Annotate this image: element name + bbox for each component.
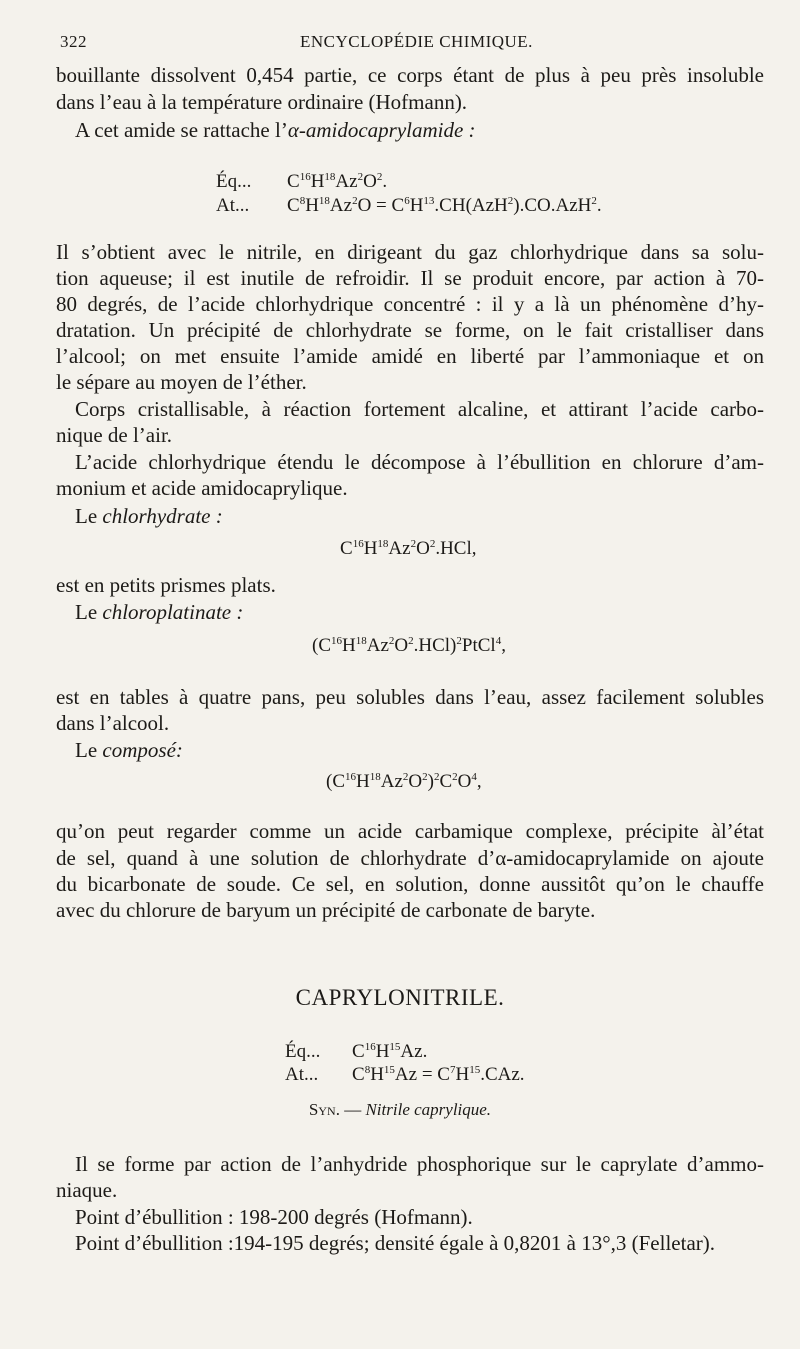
formula-eq-label: Éq... <box>216 171 252 192</box>
page-number: 322 <box>60 32 87 51</box>
chlorhydrate-formula: $C^{16}H^{18}Az^2O^2.HCl$, <box>340 538 477 559</box>
intro-line <box>75 117 476 144</box>
formula-at-label: At... <box>216 195 250 216</box>
text-line: dans l’alcool. <box>56 711 170 735</box>
intro-text: A cet amide se rattache l’ <box>75 118 288 142</box>
text-line: bouillante dissolvent 0,454 partie, ce corps étant de plus à peu près insoluble <box>56 63 764 87</box>
section-eq-label: Éq... <box>285 1041 321 1062</box>
text-line: est en tables à quatre pans, peu solubles dans l’eau, assez facilement solubles <box>56 685 764 709</box>
text-line: niaque. <box>56 1178 118 1202</box>
section-at: $C^8H^{15}Az = C^7H^{15}.CAz$. <box>352 1064 525 1085</box>
synonym-value: Nitrile caprylique. <box>365 1100 492 1119</box>
synonym-line <box>0 1100 800 1120</box>
section-title: CAPRYLONITRILE. <box>295 985 505 1010</box>
text-line: est en petits prismes plats. <box>56 573 276 597</box>
chloroplatinate-formula: $(C^{16}H^{18}Az^2O^2.HCl)^2PtCl^4$, <box>312 635 506 656</box>
chlorhydrate-heading <box>75 503 223 530</box>
text-line: 80 degrés, de l’acide chlorhydrique concentré : il y a là un phénomène d’hy- <box>56 292 764 316</box>
text-line: Point d’ébullition :194-195 degrés; densité égale à 0,8201 à 13°,3 (Felletar). <box>75 1231 715 1255</box>
text-line: qu’on peut regarder comme un acide carbamique complexe, précipite àl’état <box>56 819 764 843</box>
text-line: Corps cristallisable, à réaction fortement alcaline, et attirant l’acide carbo- <box>75 397 764 421</box>
section-at-label: At... <box>285 1064 319 1085</box>
text-line: dratation. Un précipité de chlorhydrate se forme, on le fait cristalliser dans <box>56 318 764 342</box>
synonym-dash: — <box>339 1100 366 1119</box>
text-line: l’alcool; on met ensuite l’amide amidé en liberté par l’ammoniaque et on <box>56 344 764 368</box>
text-line: Point d’ébullition : 198-200 degrés (Hofmann). <box>75 1205 473 1229</box>
heading-label: composé: <box>102 738 183 762</box>
text-line: Il se forme par action de l’anhydride phosphorique sur le caprylate d’ammo- <box>75 1152 764 1176</box>
formula-eq: $C^{16}H^{18}Az^2O^2$. <box>287 171 388 192</box>
compose-heading <box>75 737 183 764</box>
heading-article: Le <box>75 600 103 624</box>
text-line: nique de l’air. <box>56 423 173 447</box>
formula-at: $C^8H^{18}Az^2O = C^6H^{13}.CH(AzH^2).CO.AzH^2$. <box>287 195 602 216</box>
text-line: Il s’obtient avec le nitrile, en dirigeant du gaz chlorhydrique dans sa solu- <box>56 240 764 264</box>
text-line: monium et acide amidocaprylique. <box>56 476 348 500</box>
running-title: ENCYCLOPÉDIE CHIMIQUE. <box>300 32 533 51</box>
text-line: L’acide chlorhydrique étendu le décompose à l’ébullition en chlorure d’am- <box>75 450 764 474</box>
text-line: le sépare au moyen de l’éther. <box>56 370 307 394</box>
heading-article: Le <box>75 738 103 762</box>
heading-label: chlorhydrate : <box>102 504 223 528</box>
text-line: de sel, quand à une solution de chlorhydrate d’α-amidocaprylamide on ajoute <box>56 846 764 870</box>
heading-label: chloroplatinate : <box>102 600 244 624</box>
text-line: tion aqueuse; il est inutile de refroidir. Il se produit encore, par action à 70- <box>56 266 764 290</box>
synonym-label: Syn. <box>308 1100 340 1119</box>
section-eq: $C^{16}H^{15}Az$. <box>352 1041 428 1062</box>
compound-name: α-amidocaprylamide : <box>287 118 476 142</box>
text-line: du bicarbonate de soude. Ce sel, en solution, donne aussitôt qu’on le chauffe <box>56 872 764 896</box>
compose-formula: $(C^{16}H^{18}Az^2O^2)^2C^2O^4$, <box>326 771 482 792</box>
text-line: avec du chlorure de baryum un précipité de carbonate de baryte. <box>56 898 596 922</box>
text-line: dans l’eau à la température ordinaire (Hofmann). <box>56 90 468 114</box>
heading-article: Le <box>75 504 103 528</box>
chloroplatinate-heading <box>75 599 243 626</box>
